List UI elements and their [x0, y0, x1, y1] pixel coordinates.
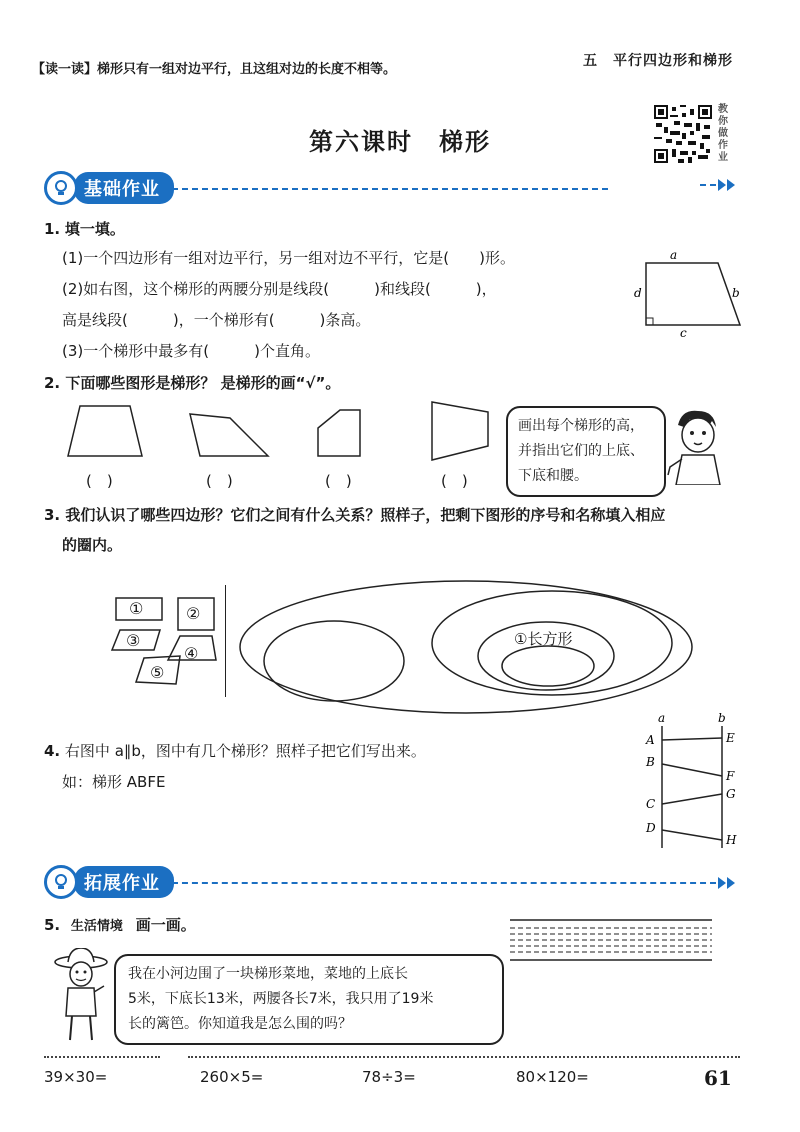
q3-separator — [225, 585, 226, 697]
q2-answer-4[interactable]: ( ) — [441, 472, 468, 490]
q1-line-2: (2)如右图，这个梯形的两腰分别是线段( )和线段( )， — [62, 280, 497, 298]
shape-label-3: ③ — [126, 631, 141, 650]
label-a: a — [670, 248, 678, 262]
question-3-title: 3. 我们认识了哪些四边形？它们之间有什么关系？照样子，把剩下图形的序号和名称填入相应 — [44, 506, 666, 524]
q1-line-1: (1)一个四边形有一组对边平行，另一组对边不平行，它是( )形。 — [62, 249, 515, 267]
q2-speech-bubble: 画出每个梯形的高，并指出它们的上底、下底和腰。 — [506, 406, 666, 497]
q4-example: 如：梯形 ABFE — [62, 773, 166, 791]
q5-speech-bubble — [114, 954, 504, 1045]
point-A: A — [646, 733, 655, 747]
line-label-b: b — [718, 711, 726, 725]
section-basic-header — [44, 172, 174, 204]
point-D: D — [646, 821, 656, 835]
q2-shape-4 — [432, 402, 488, 460]
point-G: G — [726, 787, 736, 801]
q2-answer-2[interactable]: ( ) — [206, 472, 233, 490]
shape-label-1: ① — [129, 599, 144, 618]
footer-dotline-left — [44, 1056, 160, 1058]
q5-bubble-line-3: 长的篱笆。你知道我是怎么围的吗？ — [128, 1016, 352, 1032]
line-label-a: a — [658, 711, 666, 725]
section-divider-end — [700, 184, 716, 186]
q5-bubble-line-2: 5米，下底长13米，两腰各长7米，我只用了19米 — [128, 991, 434, 1007]
q5-bubble-line-1: 我在小河边围了一块梯形菜地，菜地的上底长 — [128, 966, 408, 982]
oral-calc-3: 78÷3= — [362, 1068, 416, 1086]
page-number: 61 — [704, 1066, 732, 1090]
question-3-title-cont: 的圈内。 — [62, 536, 123, 554]
question-4-title: 4. 右图中 a∥b，图中有几个梯形？照样子把它们写出来。 — [44, 742, 426, 760]
qr-code[interactable] — [654, 105, 712, 163]
q2-shape-1 — [68, 406, 142, 456]
q3-venn-diagram — [236, 578, 716, 716]
section-divider — [172, 188, 608, 190]
label-d: d — [634, 286, 642, 300]
section-divider — [172, 882, 716, 884]
q1-line-4: (3)一个梯形中最多有( )个直角。 — [62, 342, 320, 360]
q2-shapes — [60, 396, 500, 466]
label-b: b — [732, 286, 740, 300]
question-5-title: 5. 生活情境 画一画。 — [44, 916, 196, 934]
q2-shape-3 — [318, 410, 360, 456]
q2-answer-3[interactable]: ( ) — [325, 472, 352, 490]
lightbulb-icon — [44, 171, 78, 205]
question-1-title: 1. 填一填。 — [44, 220, 125, 238]
oral-calc-2: 260×5= — [200, 1068, 264, 1086]
page-title: 第六课时 梯形 — [309, 128, 491, 156]
section-extended-header — [44, 866, 174, 898]
innermost-ellipse — [502, 646, 594, 686]
lightbulb-icon — [44, 865, 78, 899]
double-arrow-icon — [716, 178, 738, 192]
point-C: C — [646, 797, 656, 811]
boy-character-icon — [664, 405, 728, 485]
venn-example-label: ①长方形 — [514, 630, 573, 648]
reading-tip — [32, 58, 396, 77]
label-c: c — [680, 326, 687, 337]
tip-tag: 【读一读】 — [32, 62, 98, 77]
section-basic-label: 基础作业 — [74, 172, 174, 204]
section-extended-label: 拓展作业 — [74, 866, 174, 898]
qr-caption: 教你做作业 — [718, 104, 728, 163]
q2-shape-2 — [190, 414, 268, 456]
point-B: B — [646, 755, 655, 769]
oral-calc-4: 80×120= — [516, 1068, 589, 1086]
footer-dotline-right — [188, 1056, 740, 1058]
double-arrow-icon — [716, 876, 738, 890]
q1-trapezoid-figure — [628, 245, 748, 337]
q4-parallel-lines-figure — [640, 708, 750, 858]
point-F: F — [726, 769, 735, 783]
q1-line-3: 高是线段( )，一个梯形有( )条高。 — [62, 311, 371, 329]
farmer-character-icon — [52, 948, 110, 1044]
left-ellipse — [264, 621, 404, 701]
q2-answer-1[interactable]: ( ) — [86, 472, 113, 490]
trapezoid-shape — [646, 263, 740, 325]
point-H: H — [726, 833, 737, 847]
shape-label-2: ② — [186, 604, 201, 623]
river-lines-figure — [508, 916, 714, 964]
chapter-title: 五 平行四边形和梯形 — [583, 53, 733, 69]
tip-text: 梯形只有一组对边平行，且这组对边的长度不相等。 — [97, 62, 397, 77]
shape-label-4: ④ — [184, 644, 199, 663]
point-E: E — [726, 731, 735, 745]
question-2-title: 2. 下面哪些图形是梯形？ 是梯形的画“√”。 — [44, 374, 341, 392]
shape-label-5: ⑤ — [150, 663, 165, 682]
oral-calc-1: 39×30= — [44, 1068, 108, 1086]
